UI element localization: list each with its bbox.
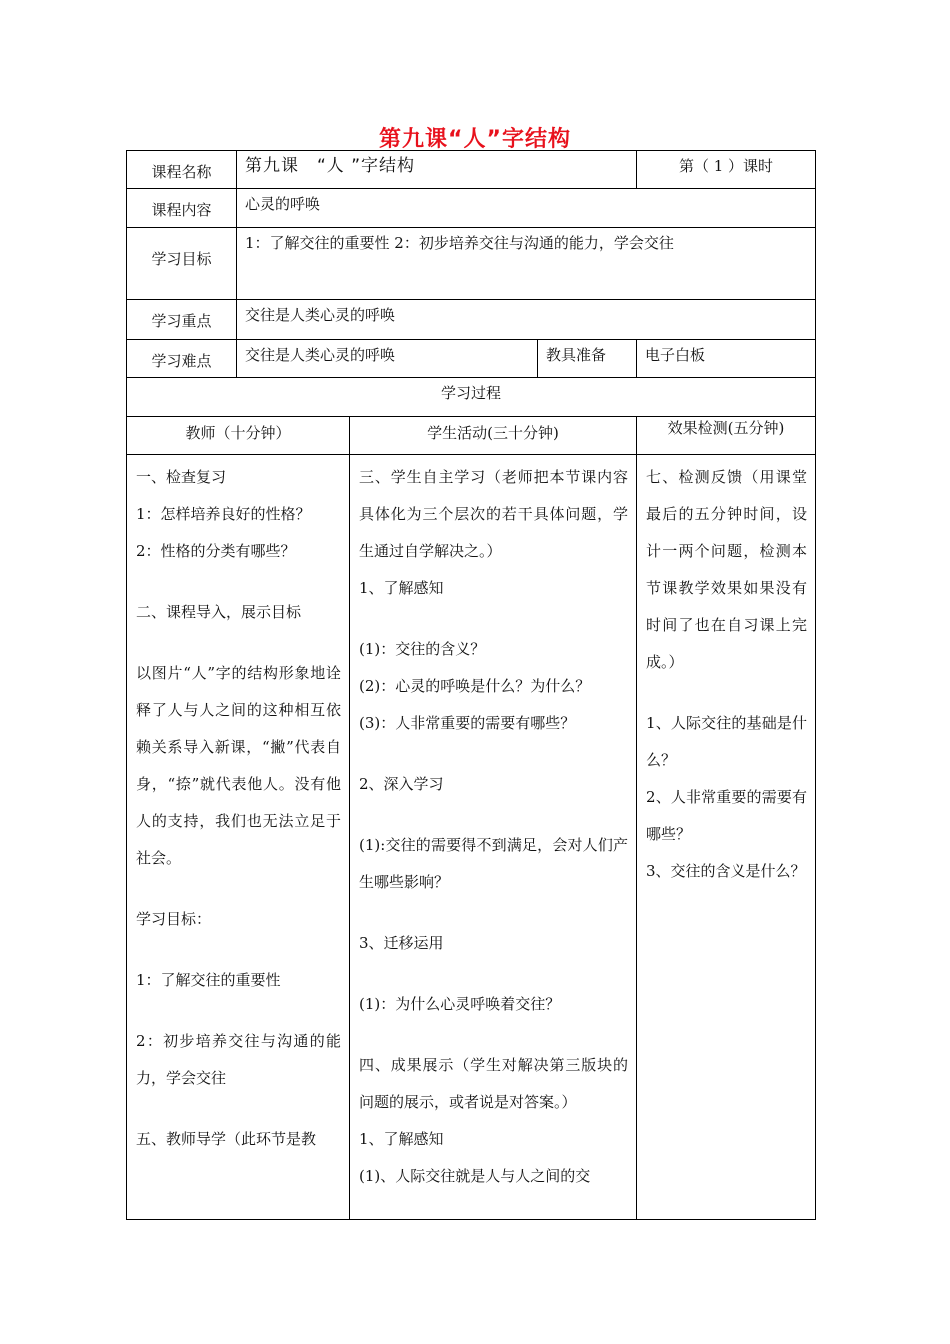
teacher-line: 2：初步培养交往与沟通的能力，学会交往: [136, 1032, 341, 1087]
spacer: [136, 1097, 341, 1121]
row-difficulty: [127, 340, 816, 378]
check-line: 1、人际交往的基础是什么？: [646, 714, 807, 769]
spacer: [359, 742, 628, 766]
difficulty-label: 学习难点: [127, 340, 237, 378]
spacer: [359, 962, 628, 986]
difficulty-value: 交往是人类心灵的呼唤: [237, 340, 538, 378]
spacer: [646, 681, 807, 705]
check-line: 七、检测反馈（用课堂最后的五分钟时间，设计一两个问题，检测本节课教学效果如果没有时间了也在自习课上完成。）: [646, 468, 807, 671]
spacer: [136, 631, 341, 655]
check-line: 3、交往的含义是什么？: [646, 862, 806, 880]
goal-label: 学习目标: [127, 228, 237, 300]
teacher-line: 2：性格的分类有哪些？: [136, 542, 296, 560]
process-label: 学习过程: [127, 378, 816, 417]
teacher-line: 二、课程导入，展示目标: [136, 603, 302, 621]
focus-label: 学习重点: [127, 300, 237, 340]
student-line: 四、成果展示（学生对解决第三版块的问题的展示，或者说是对答案。）: [359, 1056, 628, 1111]
student-line: 1、了解感知: [359, 579, 444, 597]
spacer: [359, 1023, 628, 1047]
row-focus: [127, 300, 816, 340]
check-column: [637, 455, 816, 1220]
period-cell: 第（ 1 ）课时: [637, 151, 816, 189]
course-name-label: 课程名称: [127, 151, 237, 189]
teacher-line: 1：了解交往的重要性: [136, 971, 281, 989]
student-column-header: 学生活动(三十分钟): [350, 417, 637, 455]
teacher-column-header: 教师（十分钟）: [127, 417, 350, 455]
student-line: 三、学生自主学习（老师把本节课内容具体化为三个层次的若干具体问题，学生通过自学解决之。）: [359, 468, 628, 560]
spacer: [359, 803, 628, 827]
student-column: [350, 455, 637, 1220]
student-line: 3、迁移运用: [359, 934, 444, 952]
tools-label: 教具准备: [538, 340, 637, 378]
row-course-name: [127, 151, 816, 189]
student-line: 1、了解感知: [359, 1130, 444, 1148]
teacher-line: 学习目标：: [136, 910, 212, 928]
teacher-column: [127, 455, 350, 1220]
student-line: (3)：人非常重要的需要有哪些？: [359, 714, 576, 732]
row-course-content: [127, 189, 816, 228]
spacer: [136, 999, 341, 1023]
spacer: [359, 607, 628, 631]
student-line: (1)、人际交往就是人与人之间的交: [359, 1167, 591, 1185]
lesson-plan-table: [126, 150, 816, 1220]
spacer: [136, 938, 341, 962]
content-label: 课程内容: [127, 189, 237, 228]
teacher-column-text: [136, 459, 341, 1158]
student-column-text: [359, 459, 628, 1195]
teacher-line: 1：怎样培养良好的性格？: [136, 505, 311, 523]
check-column-header: 效果检测(五分钟): [637, 417, 816, 455]
teacher-line: 一、检查复习: [136, 468, 227, 486]
document-title: 第九课“人”字结构: [379, 127, 571, 152]
course-name-value: 第九课 “人 ”字结构: [237, 151, 637, 189]
row-goal: [127, 228, 816, 300]
student-line: (2)：心灵的呼唤是什么？为什么？: [359, 677, 591, 695]
tools-value: 电子白板: [637, 340, 816, 378]
spacer: [136, 570, 341, 594]
goal-value: 1：了解交往的重要性 2：初步培养交往与沟通的能力，学会交往: [237, 228, 816, 300]
row-process-body: [127, 455, 816, 1220]
spacer: [359, 901, 628, 925]
row-process: [127, 378, 816, 417]
student-line: (1)：为什么心灵呼唤着交往？: [359, 995, 561, 1013]
content-value: 心灵的呼唤: [237, 189, 816, 228]
spacer: [136, 877, 341, 901]
teacher-line: 五、教师导学（此环节是教: [136, 1130, 317, 1148]
check-column-text: [646, 459, 807, 890]
focus-value: 交往是人类心灵的呼唤: [237, 300, 816, 340]
check-line: 2、人非常重要的需要有哪些？: [646, 788, 807, 843]
row-column-headers: [127, 417, 816, 455]
student-line: (1):交往的需要得不到满足，会对人们产生哪些影响？: [359, 836, 628, 891]
student-line: 2、深入学习: [359, 775, 444, 793]
teacher-line: 以图片“人”字的结构形象地诠释了人与人之间的这种相互依赖关系导入新课，“撇”代表自身，“捺”就代表他人。没有他人的支持，我们也无法立足于社会。: [136, 664, 341, 867]
student-line: (1)：交往的含义？: [359, 640, 486, 658]
